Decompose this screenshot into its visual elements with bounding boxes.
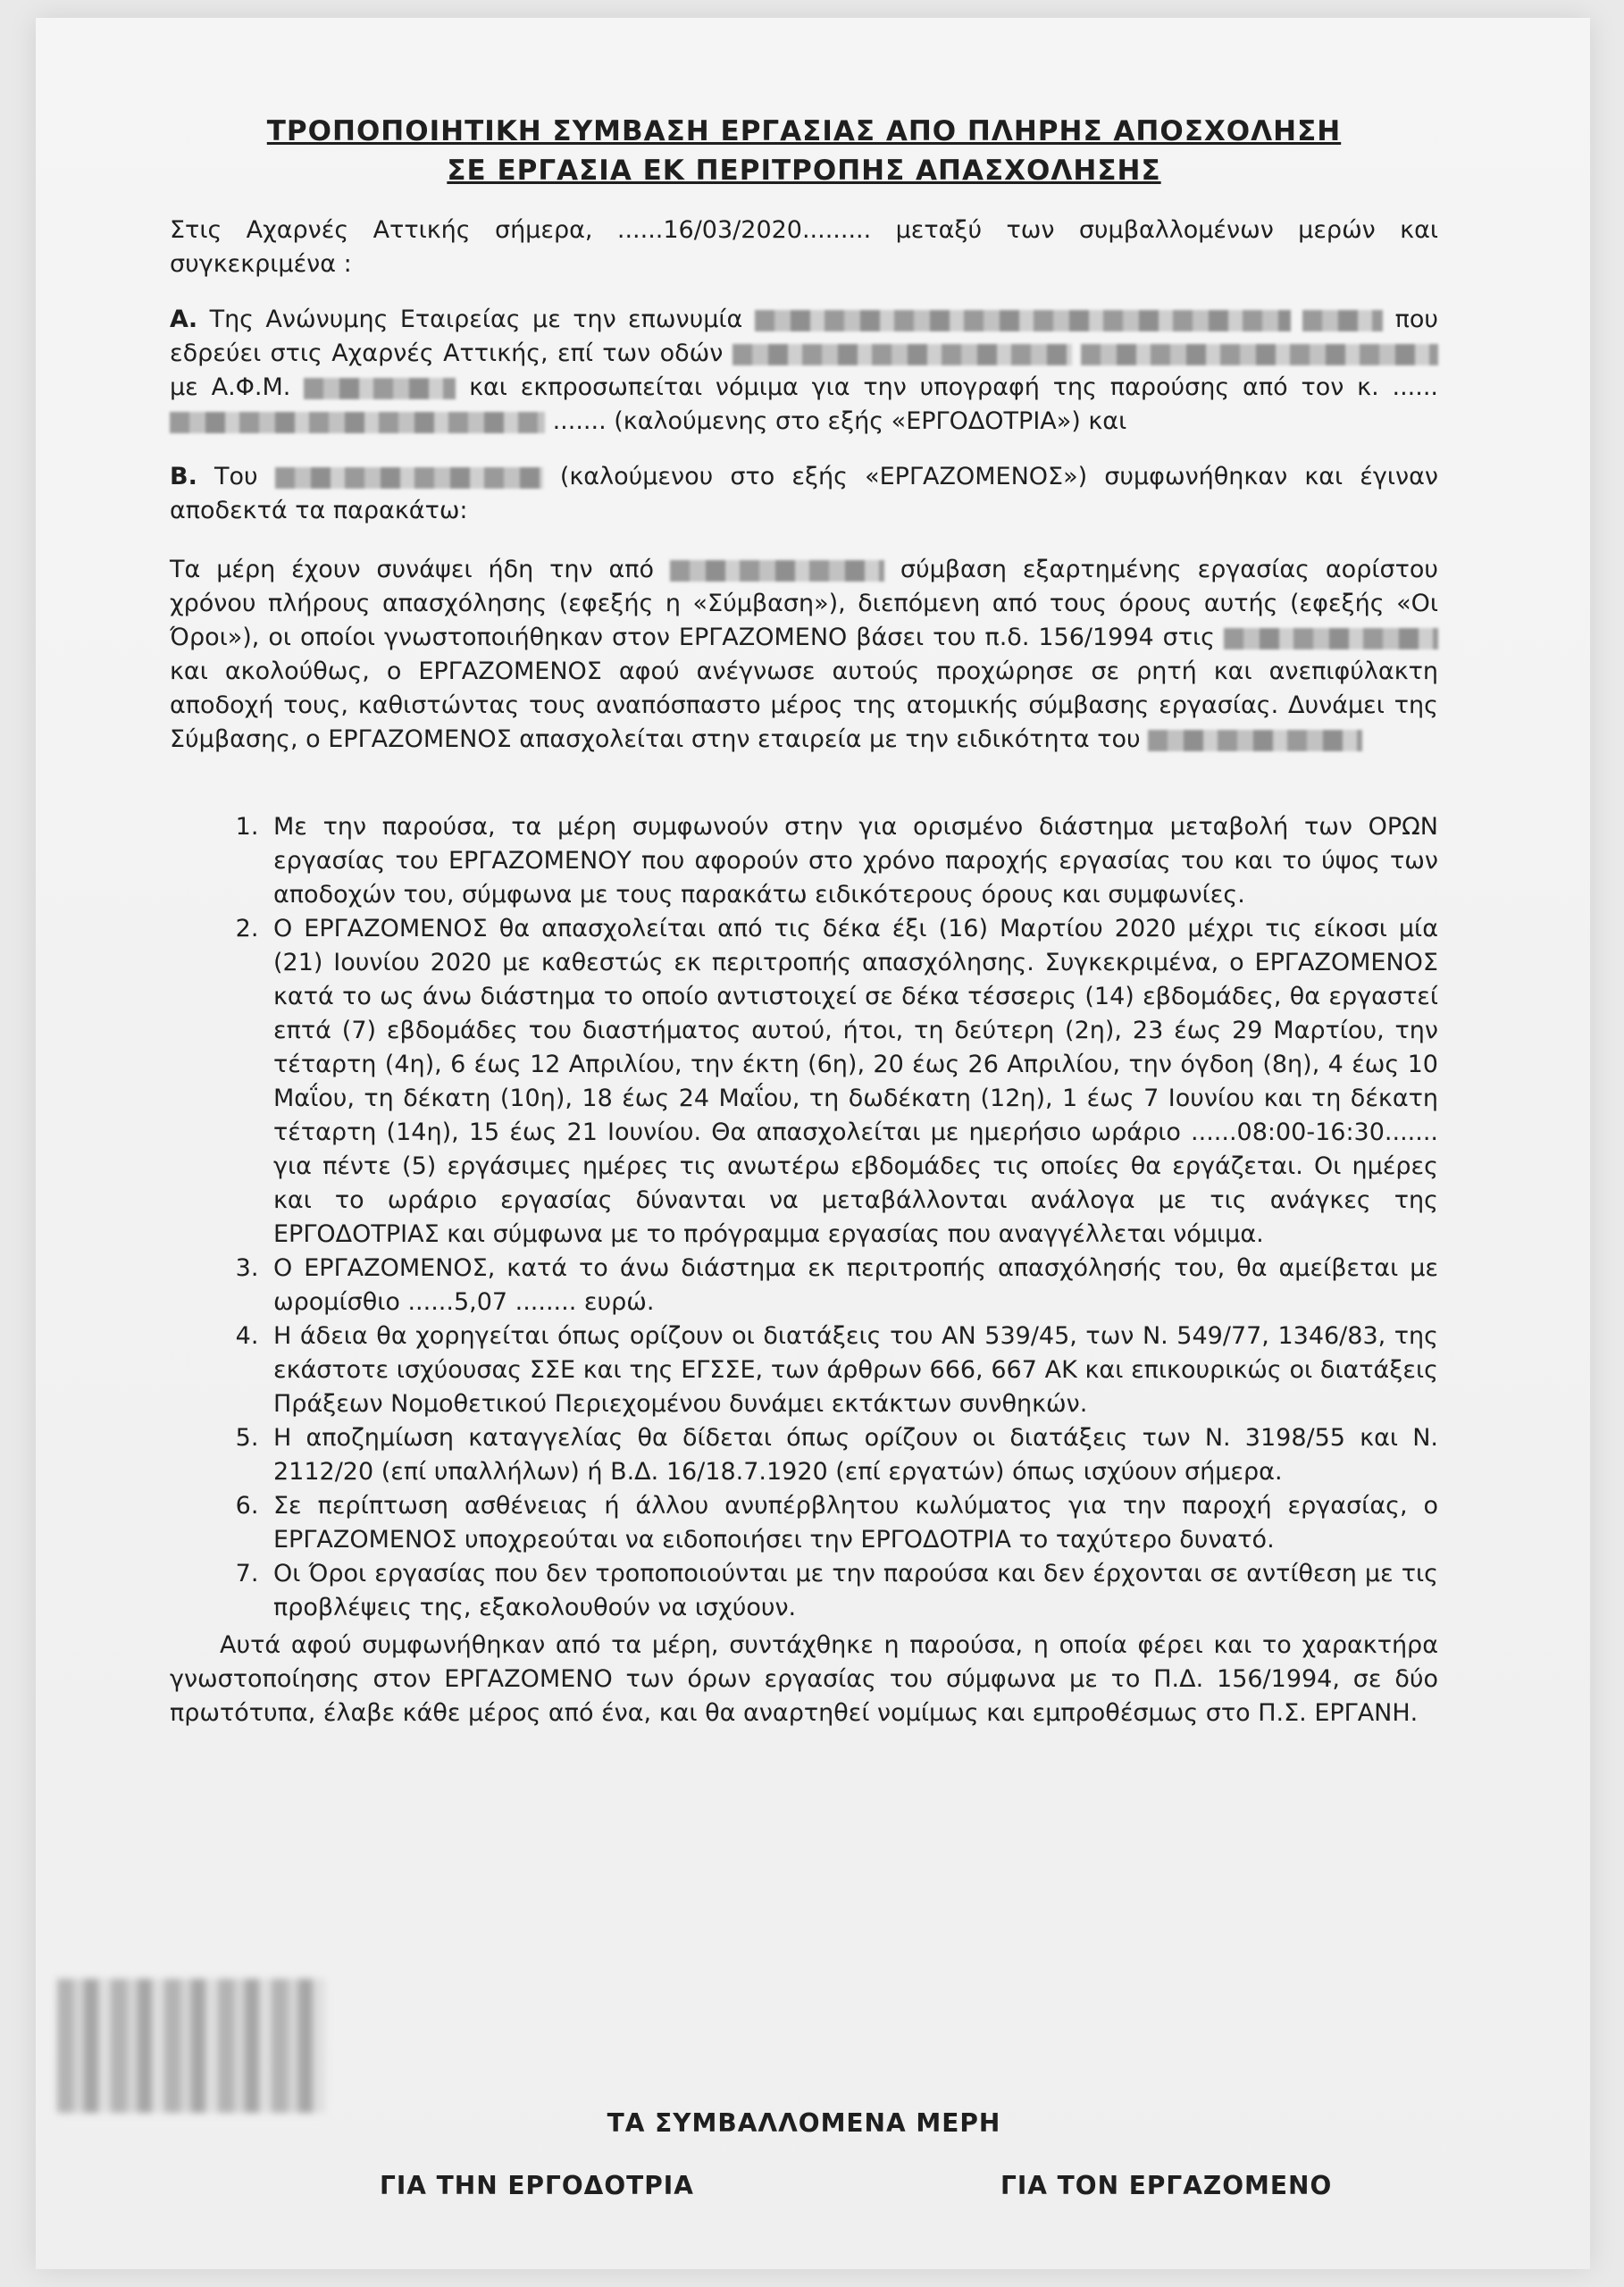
party-a-text-5: ....... (καλούμενης στο εξής «ΕΡΓΟΔΟΤΡΙΑ») και bbox=[552, 407, 1127, 435]
redacted-specialty bbox=[1148, 730, 1362, 751]
redacted-street bbox=[732, 344, 1072, 365]
redacted-stamp bbox=[57, 1979, 325, 2113]
terms-list bbox=[170, 810, 1438, 1625]
party-a-label: Α. bbox=[170, 306, 198, 333]
term-item-2: 2. Ο ΕΡΓΑΖΟΜΕΝΟΣ θα απασχολείται από τις δέκα έξι (16) Μαρτίου 2020 μέχρι τις είκοσι μία (21) Ιουνίου 2020 με καθεστώς εκ περιτροπής απασχόλησης. Συγκεκριμένα, ο ΕΡΓΑΖΟΜΕΝΟΣ κατά το ως άνω διάστημα το οποίο αντιστοιχεί σε δέκα τέσσερις (14) εβδομάδες, θα εργαστεί επτά (7) εβδομάδες του διαστήματος αυτού, ήτοι, τη δεύτερη (2η), 23 έως 29 Μαρτίου, την τέταρτη (4η), 6 έως 12 Απριλίου, την έκτη (6η), 20 έως 26 Απριλίου, την όγδοη (8η), 4 έως 10 Μαΐου, τη δέκατη (10η), 18 έως 24 Μαΐου, τη δωδέκατη (12η), 1 έως 7 Ιουνίου και τη δέκατη τέταρτη (14η), 15 έως 21 Ιουνίου. Θα απασχολείται με ημερήσιο ωράριο ......08:00-16:30....... για πέντε (5) εργάσιμες ημέρες τις ανωτέρω εβδομάδες τις οποίες θα εργάζεται. Οι ημέρες και το ωράριο εργασίας δύνανται να μεταβάλλονται ανάλογα με τις ανάγκες της ΕΡΓΟΔΟΤΡΙΑΣ και σύμφωνα με το πρόγραμμα εργασίας που αναγγέλλεται νόμιμα. bbox=[266, 912, 1438, 1252]
closing-paragraph: Αυτά αφού συμφωνήθηκαν από τα μέρη, συντάχθηκε η παρούσα, η οποία φέρει και το χαρακτήρα γνωστοποίησης στον ΕΡΓΑΖΟΜΕΝΟ των όρων εργασίας του σύμφωνα με το Π.Δ. 156/1994, σε δύο πρωτότυπα, έλαβε κάθε μέρος από ένα, και θα αναρτηθεί νομίμως και εμπροθέσμως στο Π.Σ. ΕΡΓΑΝΗ. bbox=[170, 1631, 1438, 1727]
redacted-company-name bbox=[755, 310, 1291, 331]
term-item-4: 4. Η άδεια θα χορηγείται όπως ορίζουν οι διατάξεις του ΑΝ 539/45, των Ν. 549/77, 1346/83, της εκάστοτε ισχύουσας ΣΣΕ και της ΕΓΣΣΕ, των άρθρων 666, 667 ΑΚ και επικουρικώς οι διατάξεις Πράξεων Νομοθετικού Περιεχομένου δυνάμει εκτάκτων συνθηκών. bbox=[266, 1319, 1438, 1421]
party-a-text-3: με Α.Φ.Μ. bbox=[170, 373, 291, 401]
redacted-representative bbox=[170, 412, 545, 433]
term-item-1: 1. Με την παρούσα, τα μέρη συμφωνούν στην για ορισμένο διάστημα μεταβολή των ΟΡΩΝ εργασίας του ΕΡΓΑΖΟΜΕΝΟΥ που αφορούν στο χρόνο παροχής εργασίας του και το ύψος των αποδοχών του, σύμφωνα με τους παρακάτω ειδικότερους όρους και συμφωνίες. bbox=[266, 810, 1438, 912]
employee-signature-label: ΓΙΑ ΤΟΝ ΕΡΓΑΖΟΜΕΝΟ bbox=[1000, 2171, 1333, 2200]
redacted-notification-date bbox=[1224, 628, 1438, 649]
term-item-6: 6. Σε περίπτωση ασθένειας ή άλλου ανυπέρβλητου κωλύματος για την παροχή εργασίας, ο ΕΡΓΑΖΟΜΕΝΟΣ υποχρεούται να ειδοποιήσει την ΕΡΓΟΔΟΤΡΙΑ το ταχύτερο δυνατό. bbox=[266, 1489, 1438, 1557]
party-b-paragraph bbox=[170, 460, 1438, 528]
document-page bbox=[36, 18, 1590, 2269]
party-a-text-1: Της Ανώνυμης Εταιρείας με την επωνυμία bbox=[209, 306, 743, 333]
redacted-address bbox=[1081, 344, 1438, 365]
term-item-3: 3. Ο ΕΡΓΑΖΟΜΕΝΟΣ, κατά το άνω διάστημα εκ περιτροπής απασχόλησής του, θα αμείβεται με ωρομίσθιο ......5,07 ........ ευρώ. bbox=[266, 1252, 1438, 1319]
party-b-text-1: Του bbox=[213, 463, 258, 490]
body-paragraph bbox=[170, 553, 1438, 757]
party-a-text-2: που εδρεύει στις Αχαρνές Αττικής, επί των οδών bbox=[170, 306, 1439, 367]
document-body bbox=[170, 112, 1439, 2200]
redacted-contract-date bbox=[670, 560, 884, 582]
body-text-2: σύμβαση εξαρτημένης εργασίας αορίστου χρόνου πλήρους απασχόλησης (εφεξής η «Σύμβαση»), διεπόμενη από τους όρους αυτής (εφεξής «Οι Όροι»), οι οποίοι γνωστοποιήθηκαν στον ΕΡΓΑΖΟΜΕΝΟ βάσει του π.δ. 156/1994 στις bbox=[170, 556, 1438, 651]
term-item-5: 5. Η αποζημίωση καταγγελίας θα δίδεται όπως ορίζουν οι διατάξεις των Ν. 3198/55 και Ν. 2112/20 (επί υπαλλήλων) ή Β.Δ. 16/18.7.1920 (επί εργατών) όπως ισχύουν σήμερα. bbox=[266, 1421, 1438, 1489]
document-title bbox=[170, 112, 1438, 190]
body-text-1: Τα μέρη έχουν συνάψει ήδη την από bbox=[170, 556, 655, 583]
redacted-tax-id bbox=[304, 378, 456, 399]
term-item-7: 7. Οι Όροι εργασίας που δεν τροποποιούνται με την παρούσα και δεν έρχονται σε αντίθεση με τις προβλέψεις της, εξακολουθούν να ισχύουν. bbox=[266, 1557, 1438, 1625]
signatures-heading: ΤΑ ΣΥΜΒΑΛΛΟΜΕΝΑ ΜΕΡΗ bbox=[607, 2108, 1001, 2138]
party-a-text-4: και εκπροσωπείται νόμιμα για την υπογραφή της παρούσης από τον κ. ...... bbox=[469, 373, 1438, 401]
intro-paragraph: Στις Αχαρνές Αττικής σήμερα, ......16/03/2020......... μεταξύ των συμβαλλομένων μερών και συγκεκριμένα : bbox=[170, 216, 1438, 278]
party-b-label: Β. bbox=[170, 463, 197, 490]
redacted-employee-name bbox=[275, 467, 543, 489]
party-b-text-2: (καλούμενου στο εξής «ΕΡΓΑΖΟΜΕΝΟΣ») συμφωνήθηκαν και έγιναν αποδεκτά τα παρακάτω: bbox=[170, 463, 1438, 524]
body-text-3: και ακολούθως, ο ΕΡΓΑΖΟΜΕΝΟΣ αφού ανέγνωσε αυτούς προχώρησε σε ρητή και ανεπιφύλακτη αποδοχή τους, καθιστώντας τους αναπόσπαστο μέρος της ατομικής σύμβασης εργασίας. Δυνάμει της Σύμβασης, ο ΕΡΓΑΖΟΜΕΝΟΣ απασχολείται στην εταιρεία με την ειδικότητα του bbox=[170, 658, 1438, 753]
party-a-paragraph bbox=[170, 303, 1438, 439]
employer-signature-label: ΓΙΑ ΤΗΝ ΕΡΓΟΔΟΤΡΙΑ bbox=[380, 2171, 694, 2200]
title-line-2: ΣΕ ΕΡΓΑΣΙΑ ΕΚ ΠΕΡΙΤΡΟΠΗΣ ΑΠΑΣΧΟΛΗΣΗΣ bbox=[447, 155, 1161, 187]
title-line-1: ΤΡΟΠΟΠΟΙΗΤΙΚΗ ΣΥΜΒΑΣΗ ΕΡΓΑΣΙΑΣ ΑΠΟ ΠΛΗΡΗΣ ΑΠΟΣΧΟΛΗΣΗ bbox=[266, 115, 1342, 147]
redacted-company-name-2 bbox=[1302, 310, 1383, 331]
